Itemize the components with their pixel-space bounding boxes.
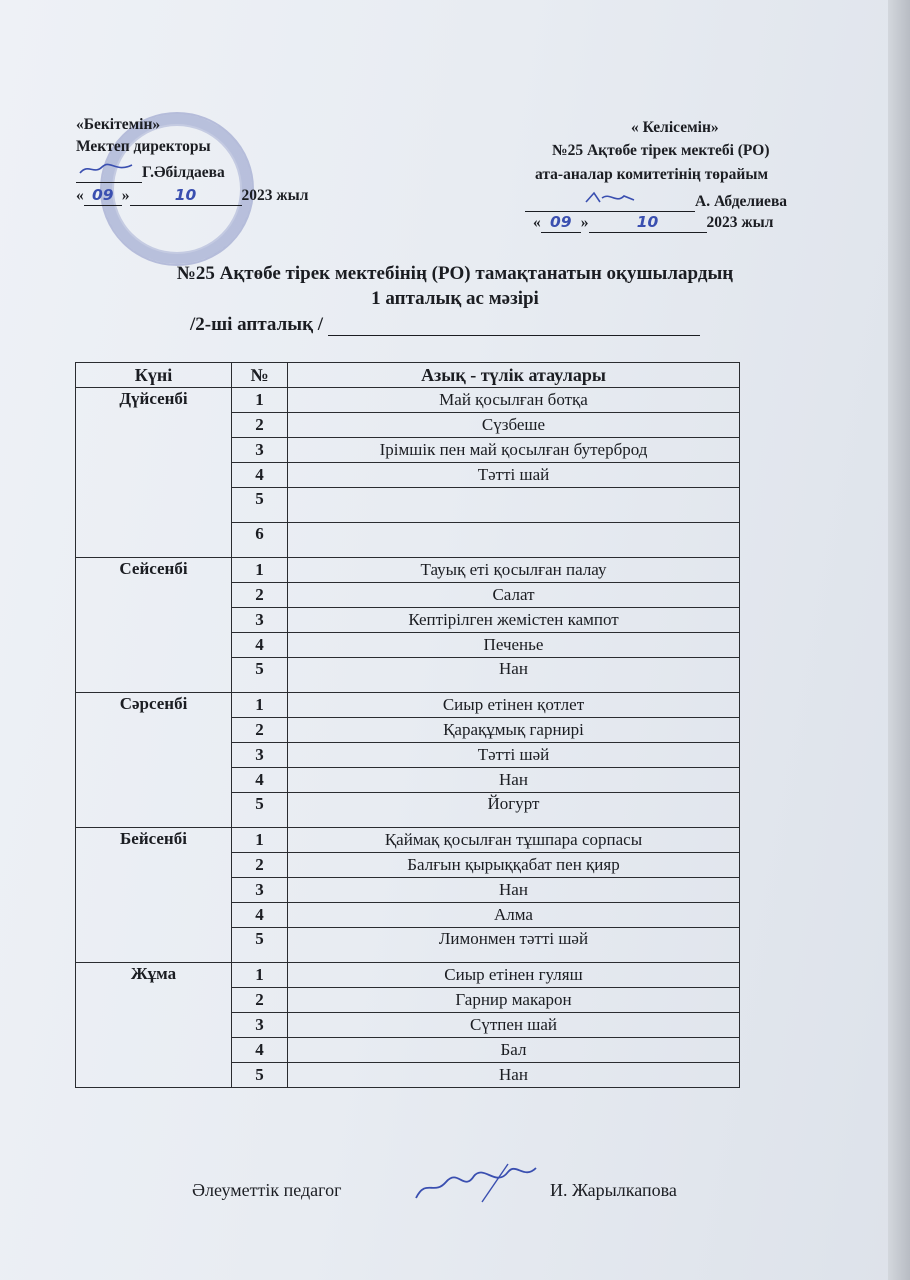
food-item-cell: Лимонмен тәтті шәй bbox=[288, 928, 740, 963]
approve-heading: «Бекітемін» bbox=[76, 116, 161, 133]
food-item-cell: Қаймақ қосылған тұшпара сорпасы bbox=[288, 828, 740, 853]
subtitle-blank-line bbox=[328, 321, 700, 336]
food-item-cell: Салат bbox=[288, 583, 740, 608]
item-number-cell: 2 bbox=[232, 853, 288, 878]
signature-scribble-icon bbox=[580, 190, 640, 206]
day-cell: Дүйсенбі bbox=[76, 388, 232, 558]
food-item-cell: Сиыр етінен қотлет bbox=[288, 693, 740, 718]
food-item-cell bbox=[288, 523, 740, 558]
item-number-cell: 5 bbox=[232, 658, 288, 693]
approve-role: Мектеп директоры bbox=[76, 138, 211, 155]
approve-name: Г.Әбілдаева bbox=[142, 164, 225, 181]
food-item-cell: Йогурт bbox=[288, 793, 740, 828]
table-row bbox=[76, 963, 740, 988]
item-number-cell: 1 bbox=[232, 963, 288, 988]
document-title-line2: 1 апталық ас мәзірі bbox=[371, 288, 539, 309]
agree-line2: ата-аналар комитетінің төрайым bbox=[535, 166, 769, 183]
item-number-cell: 3 bbox=[232, 878, 288, 903]
agree-name: А. Абделиева bbox=[695, 193, 788, 210]
table-row bbox=[76, 693, 740, 718]
header-food-items: Азық - түлік атаулары bbox=[288, 363, 740, 388]
agree-line1: №25 Ақтөбе тірек мектебі (РО) bbox=[552, 142, 770, 159]
item-number-cell: 5 bbox=[232, 793, 288, 828]
table-header-row bbox=[76, 363, 740, 388]
food-item-cell: Гарнир макарон bbox=[288, 988, 740, 1013]
parent-signature bbox=[525, 190, 695, 212]
food-item-cell: Тауық еті қосылған палау bbox=[288, 558, 740, 583]
food-item-cell: Тәтті шәй bbox=[288, 743, 740, 768]
agree-heading: « Келісемін» bbox=[631, 119, 719, 136]
food-item-cell: Сүтпен шай bbox=[288, 1013, 740, 1038]
item-number-cell: 3 bbox=[232, 438, 288, 463]
agree-year: 2023 жыл bbox=[706, 214, 774, 231]
item-number-cell: 3 bbox=[232, 608, 288, 633]
table-row bbox=[76, 558, 740, 583]
item-number-cell: 4 bbox=[232, 463, 288, 488]
item-number-cell: 3 bbox=[232, 743, 288, 768]
menu-table bbox=[75, 362, 740, 1088]
food-item-cell: Кептірілген жемістен кампот bbox=[288, 608, 740, 633]
food-item-cell: Нан bbox=[288, 1063, 740, 1088]
item-number-cell: 4 bbox=[232, 903, 288, 928]
food-item-cell bbox=[288, 488, 740, 523]
signature-scribble-icon bbox=[412, 1158, 542, 1206]
agree-month: 10 bbox=[589, 213, 707, 233]
item-number-cell: 5 bbox=[232, 928, 288, 963]
food-item-cell: Сүзбеше bbox=[288, 413, 740, 438]
item-number-cell: 1 bbox=[232, 828, 288, 853]
item-number-cell: 2 bbox=[232, 718, 288, 743]
table-row bbox=[76, 388, 740, 413]
signature-scribble-icon bbox=[76, 161, 136, 177]
food-item-cell: Нан bbox=[288, 658, 740, 693]
document-title-line1: №25 Ақтөбе тірек мектебінің (РО) тамақтанатын оқушылардың bbox=[176, 263, 734, 284]
food-item-cell: Алма bbox=[288, 903, 740, 928]
day-cell: Жұма bbox=[76, 963, 232, 1088]
item-number-cell: 3 bbox=[232, 1013, 288, 1038]
approve-year: 2023 жыл bbox=[241, 187, 309, 204]
page-edge bbox=[888, 0, 910, 1280]
food-item-cell: Сиыр етінен гуляш bbox=[288, 963, 740, 988]
document-subtitle: /2-ші апталық / bbox=[190, 314, 700, 336]
menu-table-body bbox=[76, 388, 740, 1088]
item-number-cell: 1 bbox=[232, 558, 288, 583]
food-item-cell: Бал bbox=[288, 1038, 740, 1063]
item-number-cell: 1 bbox=[232, 388, 288, 413]
approve-date: « 09 » 10 2023 жыл bbox=[76, 186, 309, 204]
footer-name: И. Жарылкапова bbox=[550, 1180, 677, 1200]
header-day: Күні bbox=[76, 363, 232, 388]
item-number-cell: 6 bbox=[232, 523, 288, 558]
item-number-cell: 4 bbox=[232, 633, 288, 658]
item-number-cell: 5 bbox=[232, 1063, 288, 1088]
director-signature bbox=[76, 161, 142, 183]
footer-role: Әлеуметтік педагог bbox=[192, 1180, 342, 1200]
item-number-cell: 2 bbox=[232, 988, 288, 1013]
item-number-cell: 5 bbox=[232, 488, 288, 523]
food-item-cell: Нан bbox=[288, 768, 740, 793]
food-item-cell: Тәтті шай bbox=[288, 463, 740, 488]
food-item-cell: Балғын қырыққабат пен қияр bbox=[288, 853, 740, 878]
food-item-cell: Нан bbox=[288, 878, 740, 903]
table-row bbox=[76, 828, 740, 853]
item-number-cell: 4 bbox=[232, 1038, 288, 1063]
food-item-cell: Май қосылған ботқа bbox=[288, 388, 740, 413]
item-number-cell: 1 bbox=[232, 693, 288, 718]
agree-day: 09 bbox=[541, 213, 581, 233]
day-cell: Сәрсенбі bbox=[76, 693, 232, 828]
approve-month: 10 bbox=[130, 186, 242, 206]
approve-day: 09 bbox=[84, 186, 122, 206]
item-number-cell: 2 bbox=[232, 413, 288, 438]
day-cell: Сейсенбі bbox=[76, 558, 232, 693]
day-cell: Бейсенбі bbox=[76, 828, 232, 963]
header-number: № bbox=[232, 363, 288, 388]
item-number-cell: 2 bbox=[232, 583, 288, 608]
social-pedagogue-signature bbox=[412, 1158, 542, 1211]
item-number-cell: 4 bbox=[232, 768, 288, 793]
food-item-cell: Қарақұмық гарнирі bbox=[288, 718, 740, 743]
agree-date: « 09 » 10 2023 жыл bbox=[533, 213, 774, 231]
agree-signature-line bbox=[525, 190, 787, 212]
approve-signature-line bbox=[76, 161, 225, 183]
food-item-cell: Печенье bbox=[288, 633, 740, 658]
food-item-cell: Ірімшік пен май қосылған бутерброд bbox=[288, 438, 740, 463]
